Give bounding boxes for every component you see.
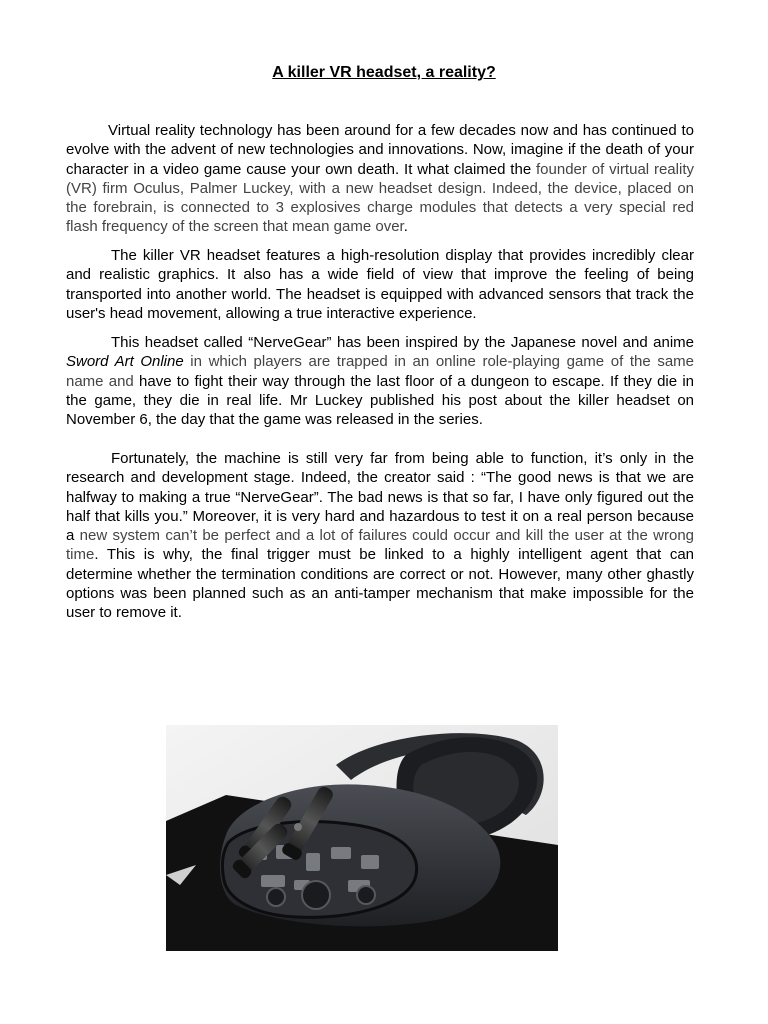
headset-illustration <box>166 725 558 951</box>
paragraph-intro-text-a: Virtual reality technology has been around for a few decades now and has continued to evolve with the advent of new technologies and innovations. Now, imagine if the death of your character in a video game cause your own death. It what claimed the <box>66 122 694 178</box>
paragraph-intro-text-b: founder of virtual reality (VR) firm Oculus, Palmer Luckey, with a new headset design. Indeed, the device, placed on the forebrain, is connected to 3 explosives charge modules that detects a very special red flash frequency of the screen that mean game over <box>66 160 694 236</box>
paragraph-nervegear <box>66 333 694 429</box>
paragraph-intro <box>66 121 694 237</box>
paragraph-nervegear-text-a: This headset called “NerveGear” has been inspired by the Japanese novel and anime <box>111 334 694 351</box>
paragraph-development-text-b: new system can’t be perfect and a lot of failures could occur and kill the user at the wrong time <box>66 527 695 564</box>
paragraph-development-text-a: Fortunately, the machine is still very far from being able to function, it’s only in the research and development stage. Indeed, the creator said : “The good news is that we are halfway to making a true “NerveGear”. The bad news is that so far, I have only figured out the half that kills you.” Moreover, it is very hard and hazardous to test it on a real person because a <box>66 450 694 545</box>
headset-photo <box>166 725 558 951</box>
paragraph-development-text-c: . This is why, the final trigger must be linked to a highly intelligent agent that can determine whether the termination conditions are correct or not. However, many other ghastly options was been planned such as an anti-tamper mechanism that make impossible for the user to remove it. <box>66 546 694 622</box>
paragraph-nervegear-text-c: have to fight their way through the last floor of a dungeon to escape. If they die in the game, they die in real life. Mr Luckey published his post about the killer headset on November 6, the day that the game was released in the series. <box>66 372 694 429</box>
document-title: A killer VR headset, a reality? <box>272 64 496 81</box>
paragraph-development <box>66 449 694 623</box>
paragraph-intro-text-c: . <box>403 218 408 236</box>
paragraph-features: The killer VR headset features a high-resolution display that provides incredibly clear and realistic graphics. It also has a wide field of view that improve the feeling of being transported into another world. The headset is equipped with advanced sensors that track the user's head movement, allowing a true interactive experience. <box>66 247 694 322</box>
paragraph-nervegear-text-b: in which players are trapped in an online role-playing game of the same name and <box>66 353 694 390</box>
anime-title: Sword Art Online <box>66 353 184 371</box>
